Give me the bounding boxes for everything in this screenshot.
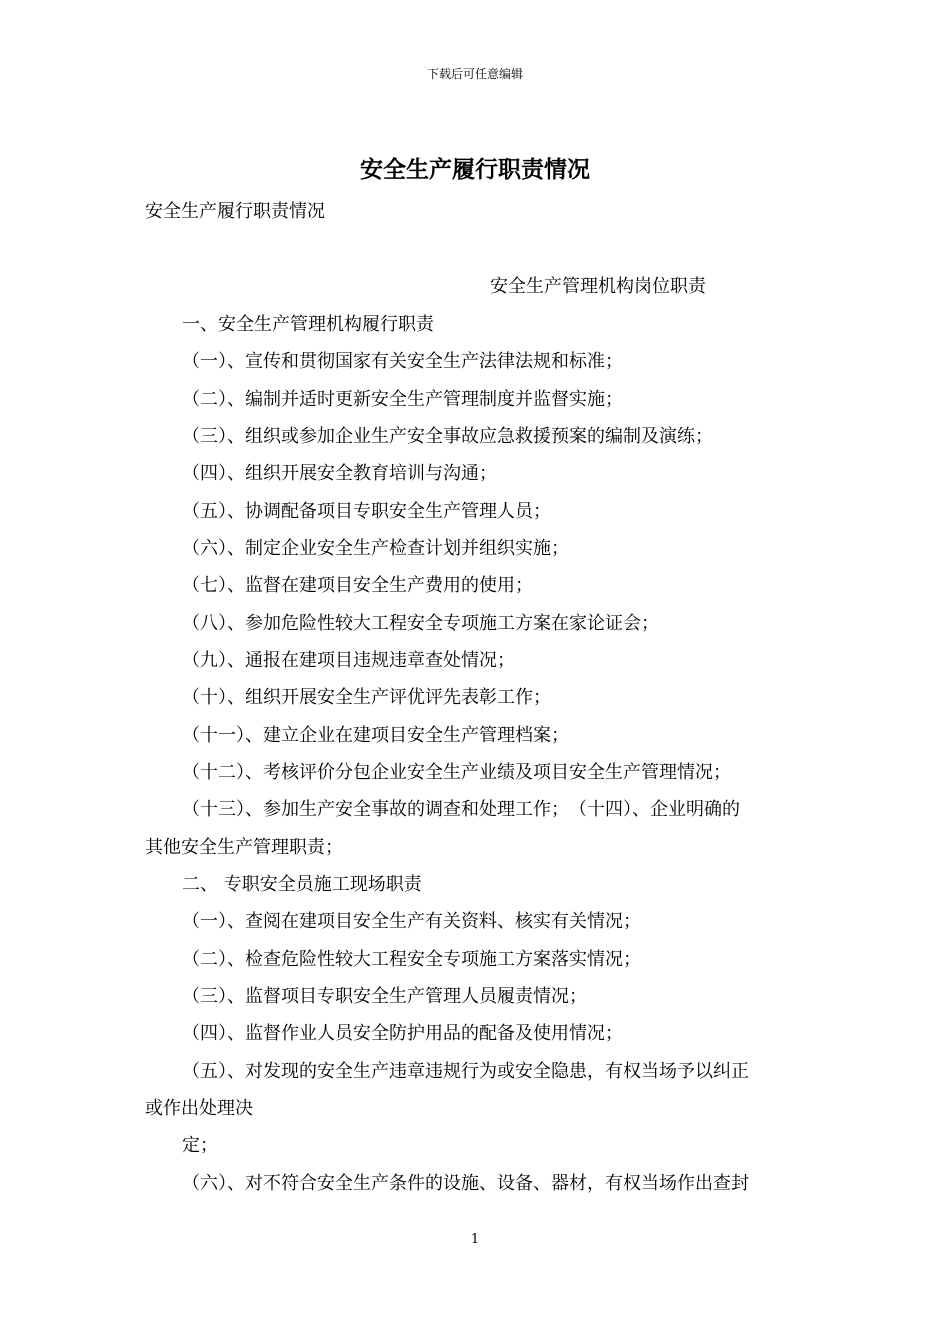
document-subtitle: 安全生产履行职责情况 xyxy=(145,201,325,222)
section-1-item-13-line-1: （十三）、参加生产安全事故的调查和处理工作； （十四）、企业明确的 xyxy=(182,799,740,820)
center-heading: 安全生产管理机构岗位职责 xyxy=(490,276,706,297)
section-2-item-6-line-1: （六）、对不符合安全生产条件的设施、设备、器材，有权当场作出查封 xyxy=(182,1173,749,1194)
section-2-item: （一）、查阅在建项目安全生产有关资料、核实有关情况； xyxy=(182,911,641,932)
section-1-item-13-line-2: 其他安全生产管理职责； xyxy=(145,837,343,858)
section-2-item-5-line-3: 定； xyxy=(182,1135,218,1156)
section-2-heading: 二、 专职安全员施工现场职责 xyxy=(182,874,422,895)
document-title: 安全生产履行职责情况 xyxy=(360,156,590,183)
section-1-item: （五）、协调配备项目专职安全生产管理人员； xyxy=(182,501,551,522)
section-1-item: （九）、通报在建项目违规违章查处情况； xyxy=(182,650,515,671)
section-1-item: （四）、组织开展安全教育培训与沟通； xyxy=(182,463,497,484)
section-2-item: （四）、监督作业人员安全防护用品的配备及使用情况； xyxy=(182,1023,623,1044)
section-2-item: （三）、监督项目专职安全生产管理人员履责情况； xyxy=(182,986,587,1007)
section-2-item: （二）、检查危险性较大工程安全专项施工方案落实情况； xyxy=(182,949,641,970)
section-1-item: （七）、监督在建项目安全生产费用的使用； xyxy=(182,575,533,596)
section-1-item: （六）、制定企业安全生产检查计划并组织实施； xyxy=(182,538,569,559)
section-1-item: （十）、组织开展安全生产评优评先表彰工作； xyxy=(182,687,551,708)
header-note: 下载后可任意编辑 xyxy=(426,67,523,81)
section-1-item: （二）、编制并适时更新安全生产管理制度并监督实施； xyxy=(182,389,623,410)
section-1-item: （三）、组织或参加企业生产安全事故应急救援预案的编制及演练； xyxy=(182,426,713,447)
page-number: 1 xyxy=(470,1232,480,1247)
section-1-item: （十二）、考核评价分包企业安全生产业绩及项目安全生产管理情况； xyxy=(182,762,731,783)
section-2-item-5-line-2: 或作出处理决 xyxy=(145,1098,253,1119)
section-1-heading: 一、安全生产管理机构履行职责 xyxy=(182,314,434,335)
section-1-item: （十一）、建立企业在建项目安全生产管理档案； xyxy=(182,725,569,746)
section-2-item-5-line-1: （五）、对发现的安全生产违章违规行为或安全隐患，有权当场予以纠正 xyxy=(182,1061,749,1082)
section-1-item: （八）、参加危险性较大工程安全专项施工方案在家论证会； xyxy=(182,613,659,634)
section-1-item: （一）、宣传和贯彻国家有关安全生产法律法规和标准； xyxy=(182,351,623,372)
